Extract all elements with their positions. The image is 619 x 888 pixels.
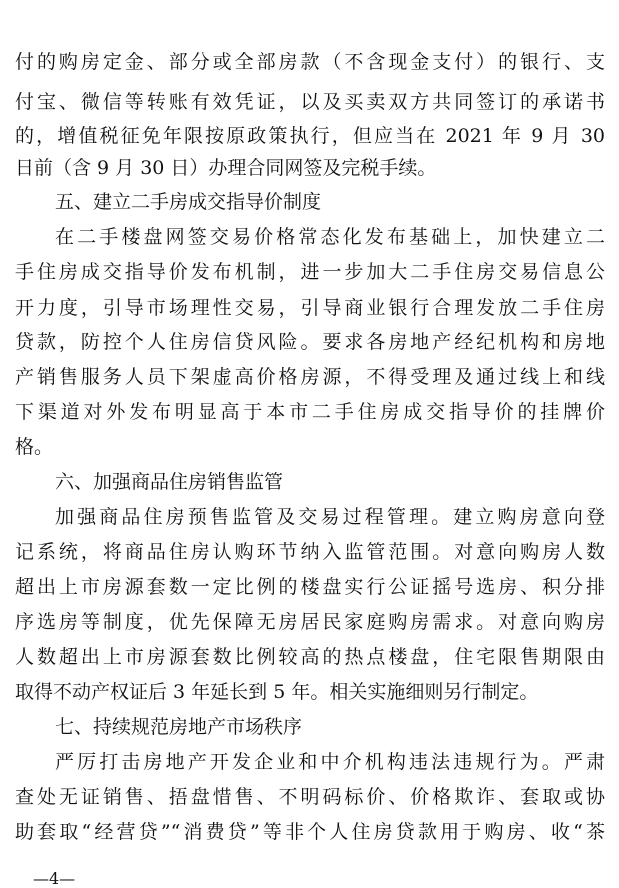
intro-line-4: 日前（含 9 月 30 日）办理合同网签及完税手续。 — [15, 157, 437, 179]
section7-line-1: 严厉打击房地产开发企业和中介机构违法违规行为。严肃 — [55, 751, 605, 773]
section5-line-3: 开力度，引导市场理性交易，引导商业银行合理发放二手住房 — [15, 297, 605, 319]
section5-line-7: 格。 — [15, 436, 54, 458]
section6-line-4: 序选房等制度，优先保障无房居民家庭购房需求。对意向购房 — [15, 611, 605, 633]
section5-line-6: 下渠道对外发布明显高于本市二手住房成交指导价的挂牌价 — [15, 401, 605, 423]
section5-line-5: 产销售服务人员下架虚高价格房源，不得受理及通过线上和线 — [15, 366, 605, 388]
section6-line-1: 加强商品住房预售监管及交易过程管理。建立购房意向登 — [55, 506, 605, 528]
section5-heading: 五、建立二手房成交指导价制度 — [55, 191, 322, 213]
section7-heading: 七、持续规范房地产市场秩序 — [55, 716, 303, 738]
section6-line-6: 取得不动产权证后 3 年延长到 5 年。相关实施细则另行制定。 — [15, 681, 539, 703]
section7-line-3: 助套取“经营贷”“消费贷”等非个人住房贷款用于购房、收“茶 — [15, 821, 605, 843]
section6-line-2: 记系统，将商品住房认购环节纳入监管范围。对意向购房人数 — [15, 541, 605, 563]
page-number: —4— — [33, 869, 76, 888]
intro-line-2: 付宝、微信等转账有效凭证，以及买卖双方共同签订的承诺书 — [15, 91, 605, 113]
section6-line-3: 超出上市房源套数一定比例的楼盘实行公证摇号选房、积分排 — [15, 576, 605, 598]
section5-line-1: 在二手楼盘网签交易价格常态化发布基础上，加快建立二 — [55, 226, 605, 248]
section6-line-5: 人数超出上市房源套数比例较高的热点楼盘，住宅限售期限由 — [15, 646, 605, 668]
section5-line-4: 贷款，防控个人住房信贷风险。要求各房地产经纪机构和房地 — [15, 331, 605, 353]
intro-line-3: 的，增值税征免年限按原政策执行，但应当在 2021 年 9 月 30 — [15, 125, 605, 147]
section7-line-2: 查处无证销售、捂盘惜售、不明码标价、价格欺诈、套取或协 — [15, 786, 605, 808]
section6-heading: 六、加强商品住房销售监管 — [55, 471, 284, 493]
intro-line-1: 付的购房定金、部分或全部房款（不含现金支付）的银行、支 — [15, 51, 605, 73]
section5-line-2: 手住房成交指导价发布机制，进一步加大二手住房交易信息公 — [15, 261, 605, 283]
